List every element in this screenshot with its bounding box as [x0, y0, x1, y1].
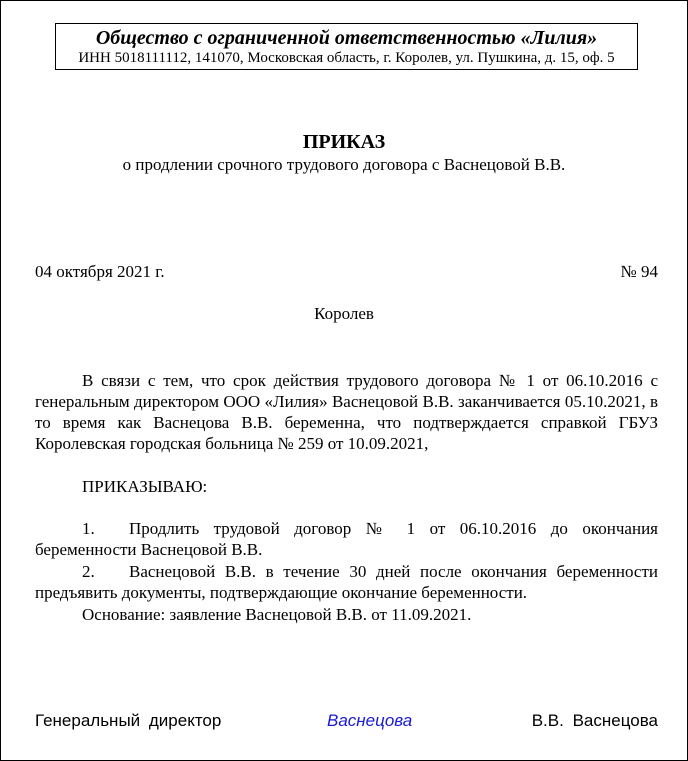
order-item-number: 1. [82, 519, 95, 538]
order-item-text: Васнецовой В.В. в течение 30 дней после окончания беременности предъявить документы, подтверждающие окончание беременности. [35, 562, 658, 602]
document-date: 04 октября 2021 г. [35, 262, 165, 281]
signature: Васнецова [327, 711, 413, 730]
order-item [35, 561, 658, 603]
order-item-number: 2. [82, 562, 95, 581]
organization-header [55, 23, 638, 70]
order-basis: Основание: заявление Васнецовой В.В. от 11.09.2021. [82, 605, 472, 624]
order-word: ПРИКАЗЫВАЮ: [82, 477, 208, 496]
organization-name: Общество с ограниченной ответственностью «Лилия» [95, 27, 598, 49]
order-item [35, 518, 658, 560]
preamble-paragraph: В связи с тем, что срок действия трудового договора № 1 от 06.10.2016 с генеральным директором ООО «Лилия» Васнецовой В.В. заканчивается 05.10.2021, в то время как Васнецова В.В. беременна, что подтверждается справкой ГБУЗ Королевская городская больница № 259 от 10.09.2021, [35, 371, 658, 453]
document-title: ПРИКАЗ [302, 131, 386, 153]
organization-details: ИНН 5018111112, 141070, Московская область, г. Королев, ул. Пушкина, д. 15, оф. 5 [78, 50, 615, 66]
order-items [35, 518, 658, 625]
document-subtitle: о продлении срочного трудового договора с Васнецовой В.В. [122, 155, 566, 174]
order-item-text: Продлить трудовой договор № 1 от 06.10.2016 до окончания беременности Васнецовой В.В. [35, 519, 658, 559]
signer-name: В.В. Васнецова [531, 711, 658, 730]
document-number: № 94 [620, 262, 658, 281]
document-city: Королев [314, 304, 374, 323]
signer-position: Генеральный директор [35, 711, 222, 730]
